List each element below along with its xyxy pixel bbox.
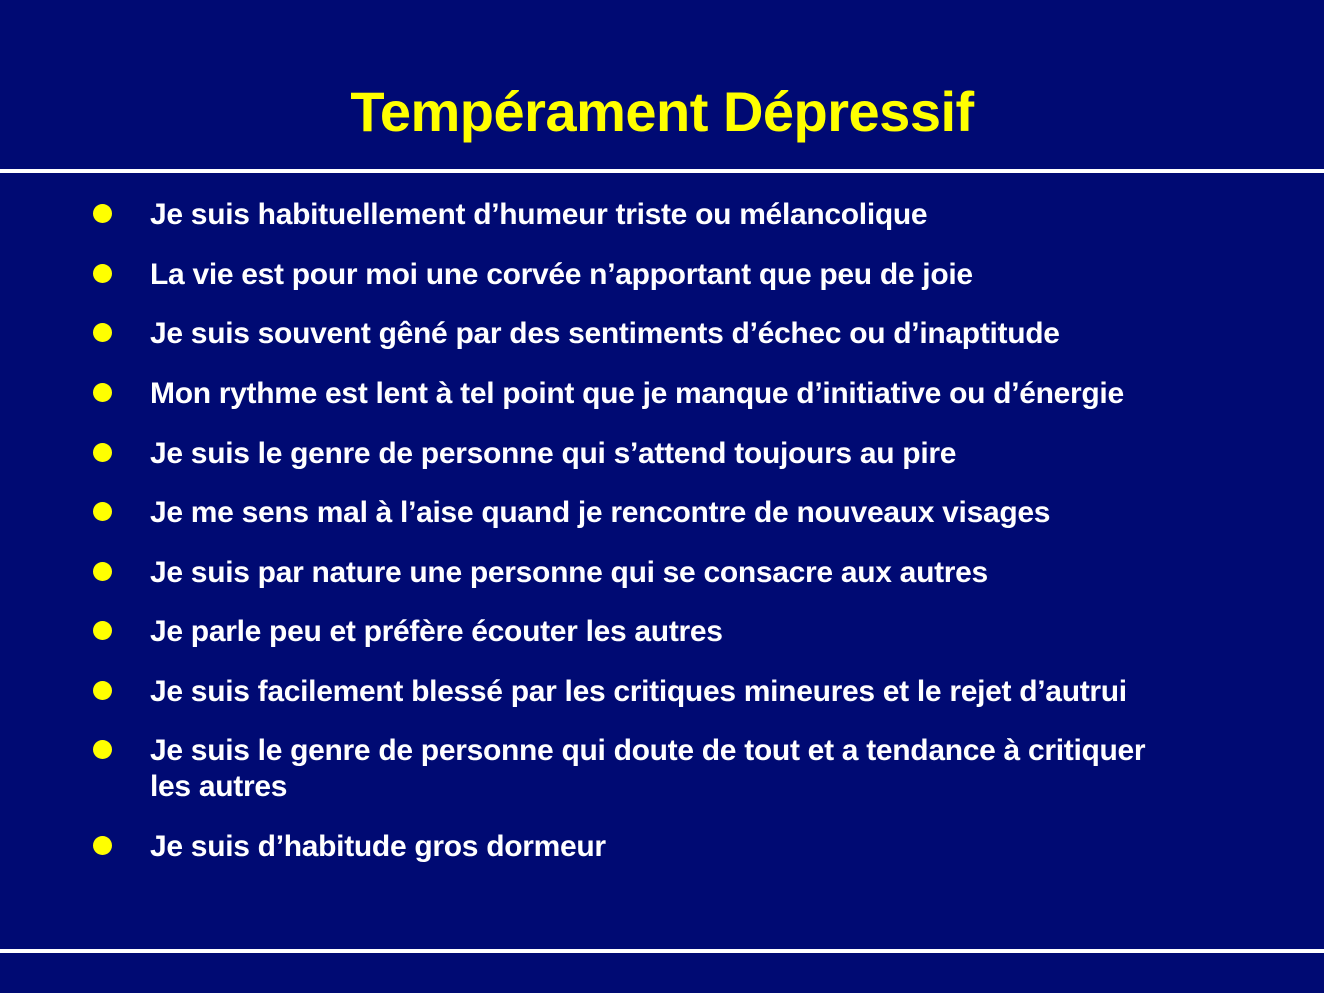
top-divider <box>0 169 1324 173</box>
bullet-dot-icon <box>93 740 112 759</box>
bullet-item <box>150 733 1150 805</box>
bullet-dot-icon <box>93 621 112 640</box>
bullet-text: Je suis le genre de personne qui doute de tout et a tendance à critiquer les autres <box>150 734 1146 803</box>
bullet-dot-icon <box>93 681 112 700</box>
bullet-dot-icon <box>93 204 112 223</box>
bullet-item <box>150 674 1310 710</box>
bullet-text: Je parle peu et préfère écouter les autres <box>150 615 723 648</box>
bullet-text: Je me sens mal à l’aise quand je rencontre de nouveaux visages <box>150 496 1051 529</box>
slide-title: Tempérament Dépressif <box>350 80 974 143</box>
bullet-text: Je suis le genre de personne qui s’attend toujours au pire <box>150 437 957 470</box>
bullet-dot-icon <box>93 323 112 342</box>
bullet-dot-icon <box>93 264 112 283</box>
bullet-dot-icon <box>93 383 112 402</box>
bullet-text: Mon rythme est lent à tel point que je manque d’initiative ou d’énergie <box>150 377 1124 410</box>
bullet-item <box>150 197 1310 233</box>
bottom-divider <box>0 949 1324 953</box>
bullet-item <box>150 257 1310 293</box>
bullet-dot-icon <box>93 836 112 855</box>
bullet-text: Je suis par nature une personne qui se consacre aux autres <box>150 556 988 589</box>
bullet-item <box>150 614 1310 650</box>
bullet-text: Je suis d’habitude gros dormeur <box>150 830 606 863</box>
bullet-dot-icon <box>93 502 112 521</box>
bullet-item <box>150 436 1310 472</box>
bullet-item <box>150 376 1310 412</box>
bullet-item <box>150 495 1310 531</box>
bullet-dot-icon <box>93 443 112 462</box>
bullet-text: La vie est pour moi une corvée n’apportant que peu de joie <box>150 258 973 291</box>
bullet-item <box>150 316 1310 352</box>
bullet-dot-icon <box>93 562 112 581</box>
bullet-text: Je suis habituellement d’humeur triste ou mélancolique <box>150 198 928 231</box>
bullet-item <box>150 829 1310 865</box>
bullet-text: Je suis facilement blessé par les critiques mineures et le rejet d’autrui <box>150 675 1127 708</box>
bullet-item <box>150 555 1310 591</box>
bullet-text: Je suis souvent gêné par des sentiments d’échec ou d’inaptitude <box>150 317 1060 350</box>
